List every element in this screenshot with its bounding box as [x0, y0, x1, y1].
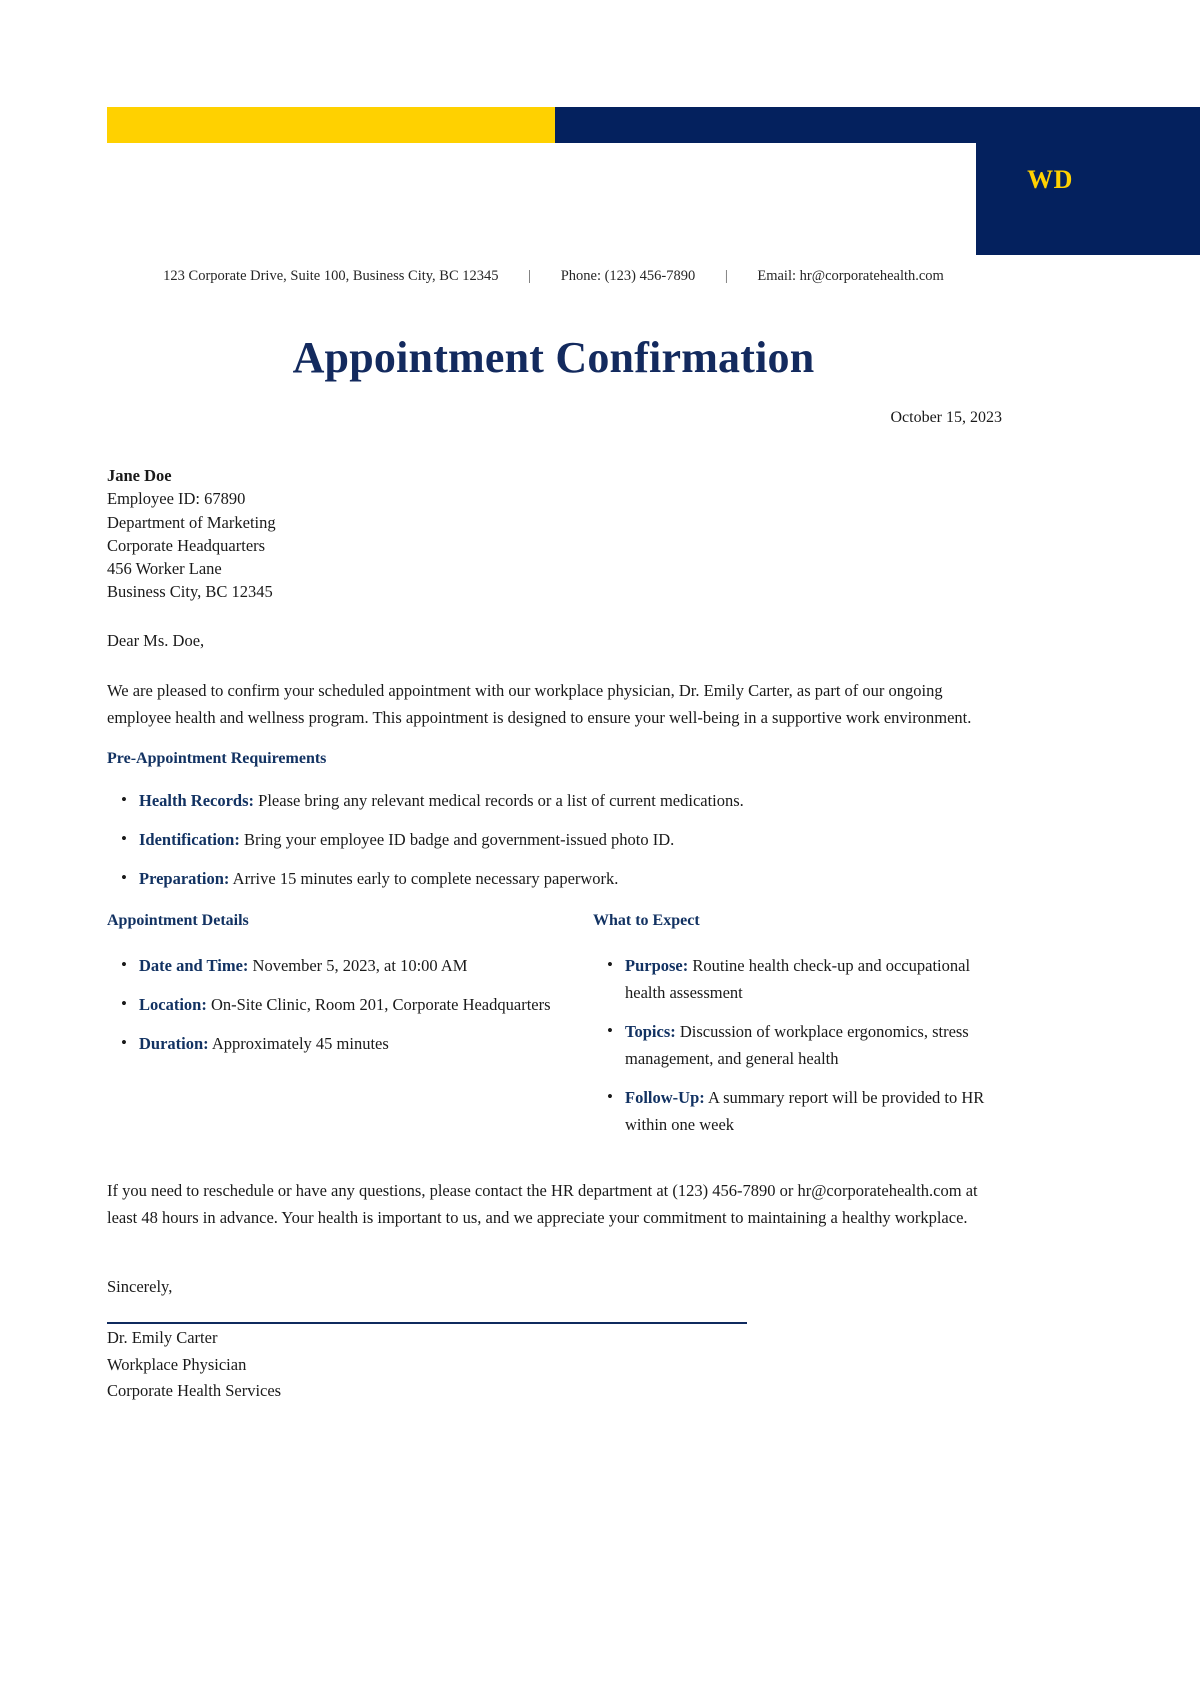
list-item: [107, 865, 987, 892]
contact-email: Email: hr@corporatehealth.com: [757, 268, 944, 284]
pre-appointment-list: [107, 787, 987, 904]
list-item-text: November 5, 2023, at 10:00 AM: [248, 956, 468, 975]
list-item-lead: Location:: [139, 995, 207, 1014]
contact-phone: Phone: (123) 456-7890: [560, 268, 696, 284]
list-item: [593, 1084, 1013, 1138]
section-heading-appointment-details: Appointment Details: [107, 912, 249, 929]
company-logo-text: WD: [1027, 165, 1073, 194]
list-item-lead: Topics:: [625, 1022, 676, 1041]
list-item-text: A summary report will be provided to HR within one week: [625, 1088, 985, 1134]
list-item-lead: Purpose:: [625, 956, 689, 975]
signature-block: [107, 1325, 281, 1405]
list-item-lead: Preparation:: [139, 869, 230, 888]
recipient-city-line: Business City, BC 12345: [107, 582, 273, 602]
list-item-lead: Identification:: [139, 830, 240, 849]
header-contact-line: [107, 268, 1000, 285]
logo-block: [976, 107, 1200, 255]
list-item: [107, 1030, 577, 1057]
list-item-lead: Health Records:: [139, 791, 255, 810]
appointment-details-column: [107, 912, 577, 1069]
contact-separator-1: |: [528, 268, 532, 284]
what-to-expect-list: [593, 952, 1013, 1138]
recipient-street: 456 Worker Lane: [107, 559, 222, 579]
intro-paragraph: We are pleased to confirm your scheduled appointment with our workplace physician, Dr. Emily Carter, as part of our ongoing employee health and wellness program. This appointment is designed to ensure your well-being in a supportive work environment.: [107, 681, 972, 727]
list-item-text: Bring your employee ID badge and government-issued photo ID.: [239, 830, 675, 849]
list-item-text: Approximately 45 minutes: [208, 1034, 389, 1053]
list-item-lead: Duration:: [139, 1034, 209, 1053]
recipient-location: Corporate Headquarters: [107, 535, 266, 555]
list-item-text: Discussion of workplace ergonomics, stress management, and general health: [625, 1022, 969, 1068]
list-item: [107, 826, 987, 853]
list-item: [107, 952, 577, 979]
list-item-text: On-Site Clinic, Room 201, Corporate Headquarters: [206, 995, 551, 1014]
signer-role: Workplace Physician: [107, 1354, 247, 1374]
contact-separator-2: |: [724, 268, 728, 284]
recipient-department: Department of Marketing: [107, 512, 276, 532]
salutation: Dear Ms. Doe,: [107, 631, 205, 650]
header-band-yellow: [107, 107, 555, 143]
list-item: [593, 1018, 1013, 1072]
list-item: [107, 787, 987, 814]
signature-rule: [107, 1322, 747, 1324]
recipient-address-block: [107, 464, 276, 604]
list-item-text: Please bring any relevant medical records or a list of current medications.: [254, 791, 744, 810]
section-heading-pre-appointment: Pre-Appointment Requirements: [107, 750, 327, 767]
recipient-employee-id: Employee ID: 67890: [107, 489, 246, 509]
document-date: October 15, 2023: [890, 409, 1002, 426]
signer-name: Dr. Emily Carter: [107, 1328, 218, 1347]
closing-paragraph: If you need to reschedule or have any questions, please contact the HR department at (123) 456-7890 or hr@corporatehealth.com at least 48 hours in advance. Your health is important to us, and we appreciate your commitment to maintaining a healthy workplace.: [107, 1181, 978, 1227]
list-item: [107, 991, 577, 1018]
signer-organization: Corporate Health Services: [107, 1381, 282, 1400]
section-heading-what-to-expect: What to Expect: [593, 912, 700, 929]
contact-address: 123 Corporate Drive, Suite 100, Business City, BC 12345: [163, 268, 499, 284]
appointment-details-list: [107, 952, 577, 1057]
page-title: Appointment Confirmation: [292, 333, 815, 382]
list-item: [593, 952, 1013, 1006]
list-item-text: Routine health check-up and occupational health assessment: [625, 956, 971, 1002]
what-to-expect-column: [593, 912, 1013, 1150]
sign-off: Sincerely,: [107, 1277, 173, 1296]
list-item-lead: Follow-Up:: [625, 1088, 705, 1107]
list-item-lead: Date and Time:: [139, 956, 249, 975]
list-item-text: Arrive 15 minutes early to complete necessary paperwork.: [229, 869, 619, 888]
recipient-name: Jane Doe: [107, 466, 172, 485]
